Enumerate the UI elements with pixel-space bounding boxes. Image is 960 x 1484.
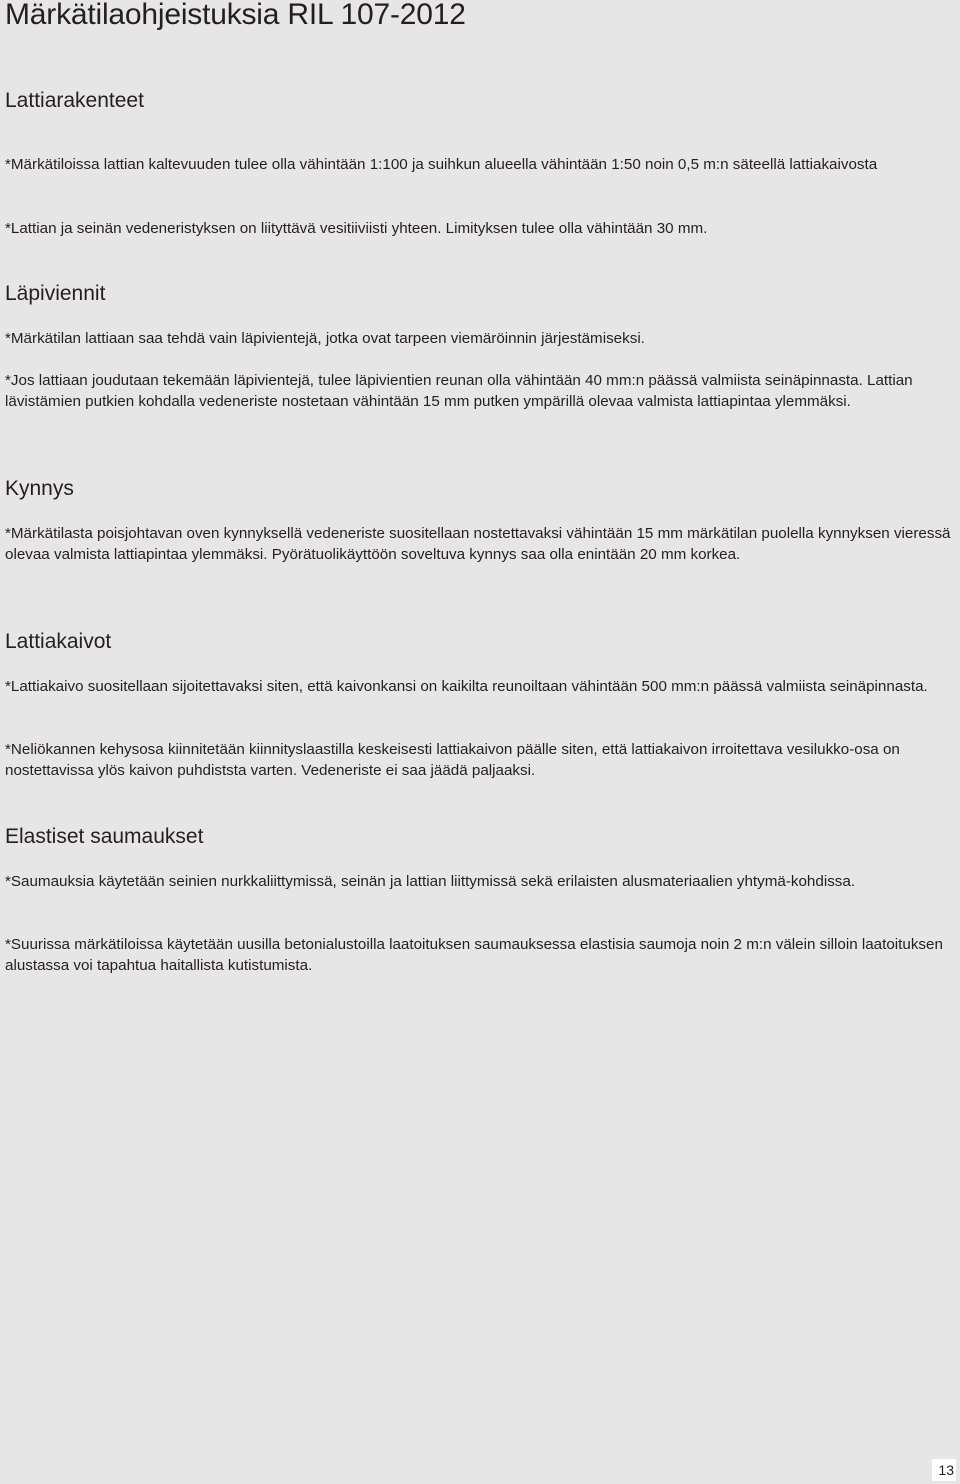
paragraph-lattiarakenteet-2: *Lattian ja seinän vedeneristyksen on liityttävä vesitiiviisti yhteen. Limityksen tulee olla vähintään 30 mm.: [5, 220, 708, 237]
paragraph-lattiakaivot-1: *Lattiakaivo suositellaan sijoitettavaksi siten, että kaivonkansi on kaikilta reunoiltaan vähintään 500 mm:n päässä valmiista seinäpinnasta.: [5, 678, 928, 695]
paragraph-lapiviennit-2: *Jos lattiaan joudutaan tekemään läpivientejä, tulee läpivientien reunan olla vähintään 40 mm:n päässä valmiista seinäpinnasta. Lattian lävistämien putkien kohdalla vedeneriste nostetaan vähintään 15 mm putken ympärillä olevaa valmista lattiapintaa ylemmäksi.: [5, 372, 913, 411]
paragraph-lattiarakenteet-1: *Märkätiloissa lattian kaltevuuden tulee olla vähintään 1:100 ja suihkun alueella vähintään 1:50 noin 0,5 m:n säteellä lattiakaivosta: [5, 156, 878, 173]
paragraph-elastiset-saumaukset-1: *Saumauksia käytetään seinien nurkkaliittymissä, seinän ja lattian liittymissä sekä erilaisten alusmateriaalien yhtymä-kohdissa.: [5, 873, 856, 890]
section-heading-lapiviennit: Läpiviennit: [5, 282, 106, 305]
paragraph-kynnys-1: *Märkätilasta poisjohtavan oven kynnyksellä vedeneriste suositellaan nostettavaksi vähintään 15 mm märkätilan puolella kynnyksen vieressä olevaa valmista lattiapintaa ylemmäksi. Pyörätuolikäyttöön soveltuva kynnys saa olla enintään 20 mm korkea.: [5, 525, 951, 564]
page-number: 13: [932, 1459, 956, 1481]
paragraph-lapiviennit-1: *Märkätilan lattiaan saa tehdä vain läpivientejä, jotka ovat tarpeen viemäröinnin järjestämiseksi.: [5, 330, 645, 347]
section-heading-lattiakaivot: Lattiakaivot: [5, 630, 112, 653]
page-title: Märkätilaohjeistuksia RIL 107-2012: [5, 0, 466, 31]
section-heading-elastiset-saumaukset: Elastiset saumaukset: [5, 825, 204, 848]
paragraph-elastiset-saumaukset-2: *Suurissa märkätiloissa käytetään uusilla betonialustoilla laatoituksen saumauksessa elastisia saumoja noin 2 m:n välein silloin laatoituksen alustassa voi tapahtua haitallista kutistumista.: [5, 936, 943, 975]
section-heading-lattiarakenteet: Lattiarakenteet: [5, 89, 144, 112]
paragraph-lattiakaivot-2: *Neliökannen kehysosa kiinnitetään kiinnityslaastilla keskeisesti lattiakaivon päälle siten, että lattiakaivon irroitettava vesilukko-osa on nostettavissa ylös kaivon puhdiststa varten. Vedeneriste ei saa jäädä paljaaksi.: [5, 741, 900, 780]
section-heading-kynnys: Kynnys: [5, 477, 74, 500]
